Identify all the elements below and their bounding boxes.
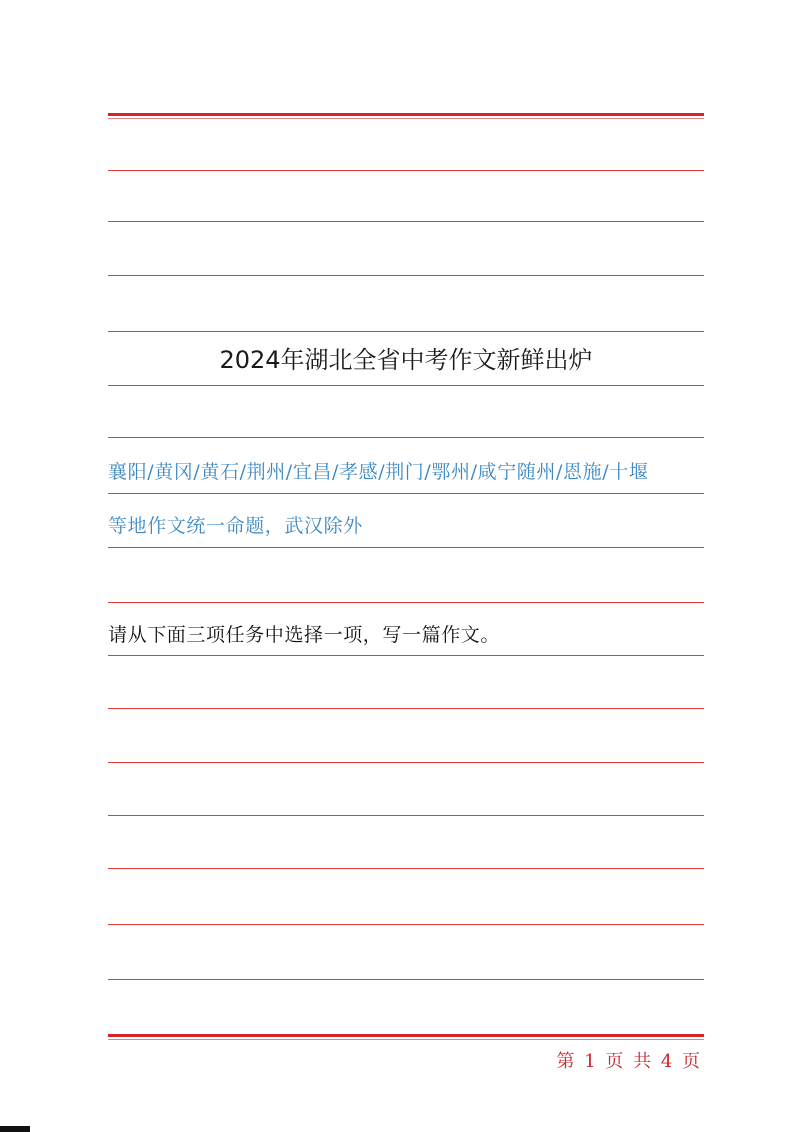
ruled-line bbox=[108, 275, 704, 276]
ruled-line bbox=[108, 979, 704, 980]
ruled-line bbox=[108, 762, 704, 763]
instruction-text: 请从下面三项任务中选择一项，写一篇作文。 bbox=[108, 624, 501, 646]
top-border-rule bbox=[108, 113, 704, 116]
ruled-line bbox=[108, 868, 704, 869]
ruled-line bbox=[108, 385, 704, 386]
ruled-line bbox=[108, 602, 704, 603]
page-number: 第 1 页 共 4 页 bbox=[556, 1051, 702, 1072]
bottom-border-rule bbox=[108, 1034, 704, 1037]
ruled-line bbox=[108, 493, 704, 494]
ruled-line bbox=[108, 655, 704, 656]
ruled-line bbox=[108, 708, 704, 709]
corner-mark bbox=[0, 1126, 30, 1132]
ruled-line bbox=[108, 815, 704, 816]
ruled-line bbox=[108, 221, 704, 222]
document-title: 2024年湖北全省中考作文新鲜出炉 bbox=[219, 346, 593, 374]
ruled-line bbox=[108, 924, 704, 925]
ruled-line bbox=[108, 437, 704, 438]
subtitle-line-2: 等地作文统一命题，武汉除外 bbox=[108, 515, 363, 537]
ruled-line bbox=[108, 170, 704, 171]
ruled-line bbox=[108, 331, 704, 332]
ruled-line bbox=[108, 547, 704, 548]
subtitle-line-1: 襄阳/黄冈/黄石/荆州/宜昌/孝感/荆门/鄂州/咸宁随州/恩施/十堰 bbox=[108, 461, 649, 483]
